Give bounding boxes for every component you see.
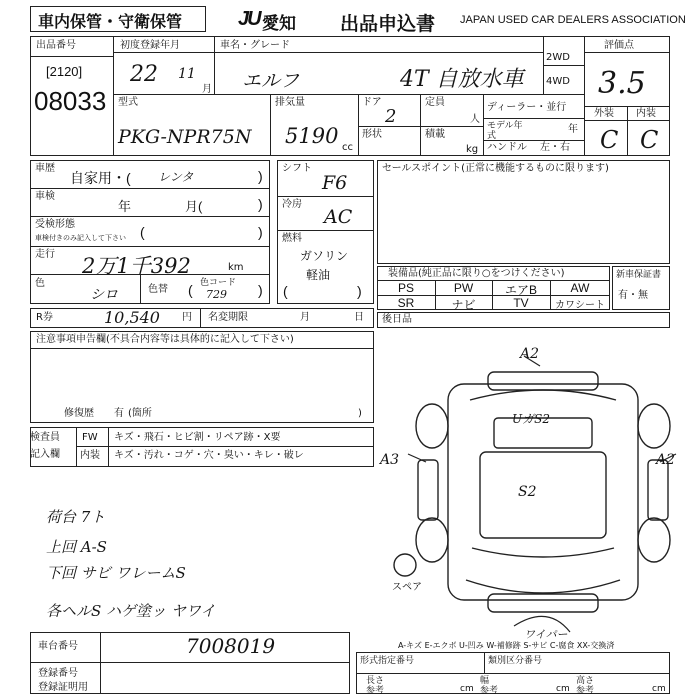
color-open: (: [188, 282, 193, 298]
inspector-interior: 内装: [80, 450, 100, 461]
frame-value: 7008019: [186, 634, 276, 658]
model-year-label: モデル年式: [487, 121, 523, 141]
spare-label: スペア: [392, 582, 422, 593]
registration-type-note: 車検付きのみ記入して下さい: [35, 234, 126, 242]
diagram-mark-top: A2: [520, 346, 540, 362]
equipment-label: 装備品(純正品に限り○をつけください): [388, 268, 565, 279]
score-value: 3.5: [598, 66, 646, 101]
equipment-leather-seat: カワシート: [555, 300, 605, 311]
footer-length: 長さ: [366, 676, 385, 686]
color-close: ): [258, 282, 263, 298]
recycle-label: R券: [36, 312, 53, 323]
registration-type-label: 受検形態: [35, 219, 75, 230]
note-line-1: 荷台 7ト: [46, 508, 106, 526]
lot-label: 出品番号: [36, 40, 76, 51]
model-label: 車名・グレード: [220, 40, 290, 51]
diagram-mark-center: S2: [518, 484, 537, 500]
color-value: シロ: [90, 287, 118, 303]
inspector-note-label: 記入欄: [30, 449, 60, 460]
handle-label: ハンドル: [487, 142, 527, 153]
chassis-label: 型式: [118, 97, 138, 108]
doors-label: ドア: [362, 97, 382, 108]
color-label: 色: [35, 278, 45, 289]
history-label: 車歴: [35, 163, 55, 174]
footer-width: 幅: [480, 676, 490, 686]
inspector-label: 検査員: [30, 432, 60, 443]
dealer-label: ディーラー・並行: [487, 102, 567, 113]
registration-label: 初度登録年月: [120, 40, 180, 51]
inspector-interior-items: キズ・汚れ・コゲ・穴・臭い・キレ・破レ: [114, 450, 304, 461]
equipment-pw: PW: [453, 281, 474, 295]
sales-point-label: セールスポイント(正常に機能するものに限ります): [382, 163, 609, 174]
registration-type-close: ): [258, 224, 263, 240]
fuel-open: (: [283, 283, 288, 299]
equipment-sr: SR: [397, 296, 415, 310]
name-change-label: 名変期限: [208, 312, 248, 323]
equipment-ps: PS: [397, 281, 414, 295]
doors-value: 2: [385, 106, 397, 127]
ju-logo: JU: [238, 8, 260, 30]
form-title: 出品申込書: [340, 14, 436, 35]
footer-cm-1: cm: [460, 684, 474, 694]
registration-year: 22: [130, 62, 158, 87]
chassis-value: PKG-NPR75N: [118, 126, 252, 148]
storage-type: 車内保管・守衛保管: [38, 14, 183, 31]
equipment-tv: TV: [513, 296, 529, 310]
ac-label: 冷房: [282, 199, 302, 210]
ac-value: AC: [324, 206, 353, 228]
note-line-2: 上回 A-S: [46, 538, 107, 556]
footer-height: 高さ: [576, 676, 595, 686]
association-name: JAPAN USED CAR DEALERS ASSOCIATION: [460, 14, 686, 26]
exterior-value: C: [600, 126, 619, 154]
fuel-gasoline: ガソリン: [300, 249, 349, 263]
color-code-label: 色コード: [200, 278, 237, 288]
model-year-unit: 年: [568, 124, 578, 135]
drive-2wd: 2WD: [546, 52, 570, 63]
load-unit: kg: [466, 144, 479, 155]
drive-4wd: 4WD: [546, 76, 570, 87]
frame-label: 車台番号: [38, 641, 78, 652]
footer-cm-2: cm: [556, 684, 570, 694]
load-label: 積載: [425, 129, 445, 140]
diagram-mark-left: A3: [380, 452, 400, 468]
displacement-value: 5190: [285, 124, 339, 148]
fuel-light-oil: 軽油: [306, 268, 331, 282]
footer-category: 類別区分番号: [488, 656, 543, 666]
mileage-label: 走行: [35, 249, 55, 260]
shift-label: シフト: [282, 163, 312, 174]
interior-label: 内装: [636, 108, 656, 119]
cert-label: 登録番号: [38, 668, 78, 679]
history-value: 自家用・(: [70, 170, 131, 186]
color-code: 729: [206, 288, 227, 301]
interior-value: C: [640, 126, 659, 154]
inspection-year-unit: 年: [118, 199, 132, 214]
note-line-4: 各ヘルS ハゲ塗ッ ヤワイ: [46, 602, 216, 620]
mileage-unit: km: [228, 262, 244, 273]
notes-label: 注意事項申告欄(不具合内容等は具体的に記入して下さい): [36, 334, 294, 345]
fuel-close: ): [357, 283, 362, 299]
equipment-navi: ナビ: [451, 298, 476, 312]
inspector-fw-items: キズ・飛石・ヒビ割・リペア跡・X要: [114, 432, 281, 443]
footer-reference-2: 参考: [480, 686, 499, 696]
inspection-label: 車検: [35, 191, 55, 202]
repair-location: (箇所: [128, 408, 152, 419]
repair-history-value: 有: [114, 408, 124, 419]
score-label: 評価点: [604, 40, 634, 51]
name-change-month: 月: [300, 312, 310, 323]
registration-type-open: (: [140, 224, 145, 240]
footer-reference-3: 参考: [576, 686, 595, 696]
name-change-day: 日: [354, 312, 364, 323]
equipment-aw: AW: [570, 281, 590, 295]
inspection-month-unit: 月(: [185, 199, 203, 214]
shift-value: F6: [322, 172, 348, 194]
footer-cm-3: cm: [652, 684, 666, 694]
wiper-label: ワイパー: [524, 628, 568, 641]
displacement-unit: cc: [342, 142, 353, 153]
footer-shape-designation: 形式指定番号: [360, 656, 415, 666]
model-grade: 4T 自放水車: [400, 67, 524, 92]
recycle-value: 10,540: [104, 308, 160, 327]
repair-history-label: 修復歴: [64, 408, 94, 419]
diagram-mark-right: A2: [656, 452, 676, 468]
handle-options: 左・右: [540, 142, 570, 153]
cert2-label: 登録証明用: [38, 682, 88, 693]
warranty-label: 新車保証書: [616, 270, 662, 280]
capacity-label: 定員: [425, 97, 445, 108]
inspection-close: ): [258, 196, 263, 212]
recycle-unit: 円: [182, 312, 192, 323]
model-name: エルフ: [242, 70, 300, 92]
diagram-mark-roof: UガS2: [512, 412, 550, 426]
rear-items-label: 後日品: [382, 314, 412, 325]
displacement-label: 排気量: [275, 97, 305, 108]
registration-month: 11: [178, 66, 196, 82]
history-rental: レンタ: [158, 170, 194, 184]
history-close: ): [258, 168, 263, 184]
note-line-3: 下回 サビ ワレームS: [46, 564, 186, 582]
org-name: 愛知: [262, 14, 296, 33]
registration-month-unit: 月: [202, 84, 212, 95]
mileage-value: 2万1千392: [82, 254, 191, 278]
shape-label: 形状: [362, 129, 382, 140]
repair-close: ): [358, 408, 362, 419]
color-change-label: 色替: [148, 284, 168, 295]
lot-number: 08033: [34, 86, 107, 116]
exterior-label: 外装: [594, 108, 614, 119]
lot-lane: [2120]: [46, 64, 83, 79]
fuel-label: 燃料: [282, 233, 302, 244]
capacity-unit: 人: [470, 114, 480, 125]
equipment-airbag: エアB: [504, 283, 537, 297]
warranty-options: 有・無: [618, 290, 648, 301]
footer-reference-1: 参考: [366, 686, 385, 696]
diagram-legend: A-キズ E-エクボ U-凹み W-補修跡 S-サビ C-腐食 XX-交換済: [398, 641, 615, 650]
inspector-fw: FW: [82, 432, 98, 443]
